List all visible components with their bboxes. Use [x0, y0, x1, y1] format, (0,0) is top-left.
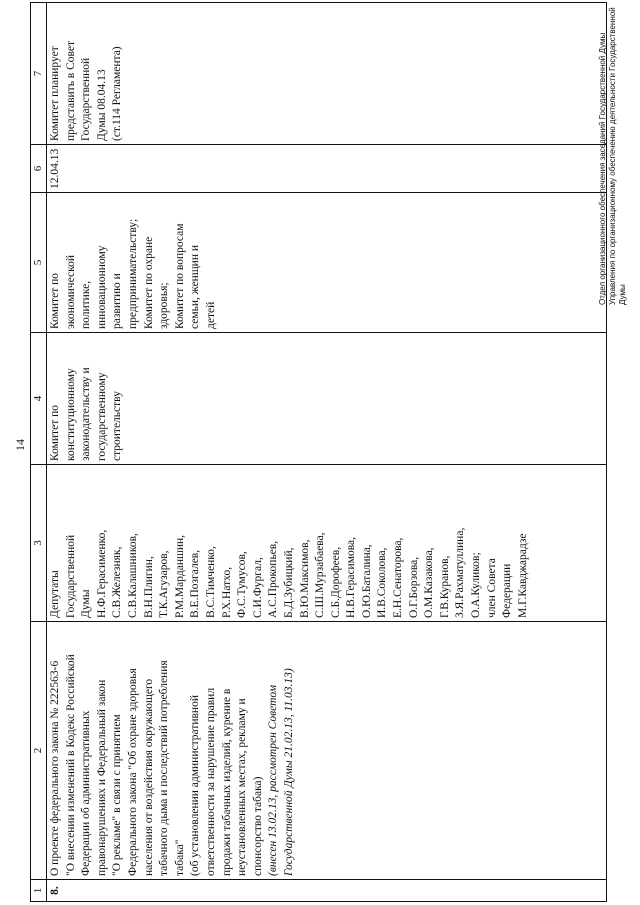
co-committee-line: здоровья;	[158, 282, 171, 329]
author-line: член Совета	[485, 558, 498, 618]
author-line: Н.Ф.Герасименко,	[95, 529, 108, 618]
co-committee-line: предпринимательству;	[126, 218, 139, 329]
author-line: Т.К.Агузаров,	[158, 550, 171, 618]
co-committee-line: экономической	[64, 255, 77, 329]
col-header: 4	[31, 333, 47, 465]
author-line: В.Ю.Максимов,	[298, 539, 311, 618]
responsible-committee-cell	[47, 333, 607, 465]
plan-line: (ст.114 Регламента)	[111, 46, 124, 141]
bill-title-line: Федерации об административных	[80, 710, 93, 876]
author-line: М.Г.Кавджарадзе	[516, 533, 529, 618]
bill-title-line: (об установлении административной	[189, 695, 202, 876]
author-line: С.И.Фургал,	[251, 557, 264, 618]
plan-line: Комитет планирует	[49, 46, 61, 141]
author-line: С.В.Калашников,	[126, 533, 139, 618]
col-header: 7	[31, 3, 47, 145]
plan-line: Думы 08.04.13	[95, 69, 108, 141]
author-line: О.М.Казакова,	[423, 547, 436, 618]
author-line: О.Г.Борзова,	[407, 556, 420, 618]
bill-title-line: населения от воздействия окружающего	[142, 678, 155, 876]
co-committee-line: развитию и	[111, 273, 124, 329]
bill-title-line: О проекте федерального закона № 222563-6	[49, 660, 61, 876]
col-header: 5	[31, 193, 47, 333]
co-committee-line: Комитет по	[49, 273, 61, 329]
author-line: Г.В.Куранов,	[438, 555, 451, 618]
bill-title-line: продажи табачных изделий, курение в	[220, 688, 233, 876]
bill-note-line: Государственной Думы 21.02.13, 11.03.13)	[282, 668, 295, 876]
author-line: С.Б.Дорофеев,	[329, 546, 342, 618]
committee-line: Комитет по	[49, 405, 61, 461]
date-cell: 12.04.13	[47, 145, 607, 193]
col-header: 3	[31, 465, 47, 622]
committee-line: строительству	[111, 391, 124, 461]
bill-title-line: "О внесении изменений в Кодекс Российской	[64, 654, 77, 876]
bill-title-line: спонсорство табака)	[251, 776, 264, 876]
co-committees-cell	[47, 193, 607, 333]
bill-title-cell	[47, 622, 607, 880]
author-line: О.А.Куликов;	[470, 552, 483, 618]
author-line: А.С.Прокопьев,	[267, 540, 280, 618]
plan-cell	[47, 3, 607, 145]
author-line: Б.Д.Зубицкий,	[282, 547, 295, 618]
author-line: В.Е.Позгалев,	[189, 549, 202, 618]
author-line: Р.М.Марданшин,	[173, 534, 186, 618]
table-row	[47, 3, 607, 902]
footer-line: Управления по организационному обеспечению деятельности Государственной Думы	[608, 7, 627, 305]
bill-title-line: правонарушениях и Федеральный закон	[95, 679, 108, 876]
plan-line: Государственной	[80, 57, 93, 141]
author-line: И.В.Соколова,	[376, 547, 389, 618]
author-line: Федерации	[501, 563, 514, 618]
committee-line: законодательству и	[80, 367, 93, 461]
footer-line: Отдел организационного обеспечения заседаний Государственной Думы	[598, 32, 607, 305]
author-line: Е.Н.Сенаторова,	[392, 537, 405, 618]
author-line: Р.Х.Натхо,	[220, 566, 233, 618]
co-committee-line: Комитет по вопросам	[173, 223, 186, 329]
bill-title-line: "О рекламе" в связи с принятием	[111, 714, 124, 876]
author-line: Депутаты	[49, 570, 61, 618]
co-committee-line: инновационному	[95, 245, 108, 329]
author-line: Н.В.Герасимова,	[345, 537, 358, 618]
footer	[598, 0, 628, 305]
col-header: 2	[31, 622, 47, 880]
author-line: Государственной	[64, 534, 77, 618]
author-line: В.С.Тимченко,	[204, 546, 217, 618]
committee-line: конституционному	[64, 368, 77, 461]
bill-title-line: неустановленных местах, рекламу и	[236, 698, 249, 876]
bill-title-line: Федерального закона "Об охране здоровья	[126, 668, 139, 876]
col-header: 1	[31, 880, 47, 902]
author-line: С.Ш.Мурзабаева,	[314, 532, 327, 618]
co-committee-line: Комитет по охране	[142, 236, 155, 329]
bill-title-line: табака"	[173, 839, 186, 876]
page-number: 14	[13, 439, 27, 451]
plan-line: представить в Совет	[64, 40, 77, 141]
header-row	[31, 3, 47, 902]
row-number: 8.	[47, 880, 607, 902]
author-line: Думы	[80, 589, 93, 618]
co-committee-line: семьи, женщин и	[189, 244, 202, 329]
bill-title-line: ответственности за нарушение правил	[204, 687, 217, 876]
col-header: 6	[31, 145, 47, 193]
agenda-table	[30, 2, 607, 902]
author-line: З.Я.Рахматуллина,	[454, 527, 467, 618]
authors-cell	[47, 465, 607, 622]
committee-line: государственному	[95, 372, 108, 461]
author-line: В.Н.Плигин,	[142, 556, 155, 618]
bill-note-line: (внесен 13.02.13, рассмотрен Советом	[267, 684, 280, 876]
author-line: С.В.Железняк,	[111, 546, 124, 618]
bill-title-line: табачного дыма и последствий потребления	[158, 660, 171, 876]
co-committee-line: детей	[204, 301, 217, 329]
author-line: О.Ю.Баталина,	[360, 544, 373, 618]
co-committee-line: политике,	[80, 280, 93, 329]
author-line: Ф.С.Тумусов,	[236, 551, 249, 618]
